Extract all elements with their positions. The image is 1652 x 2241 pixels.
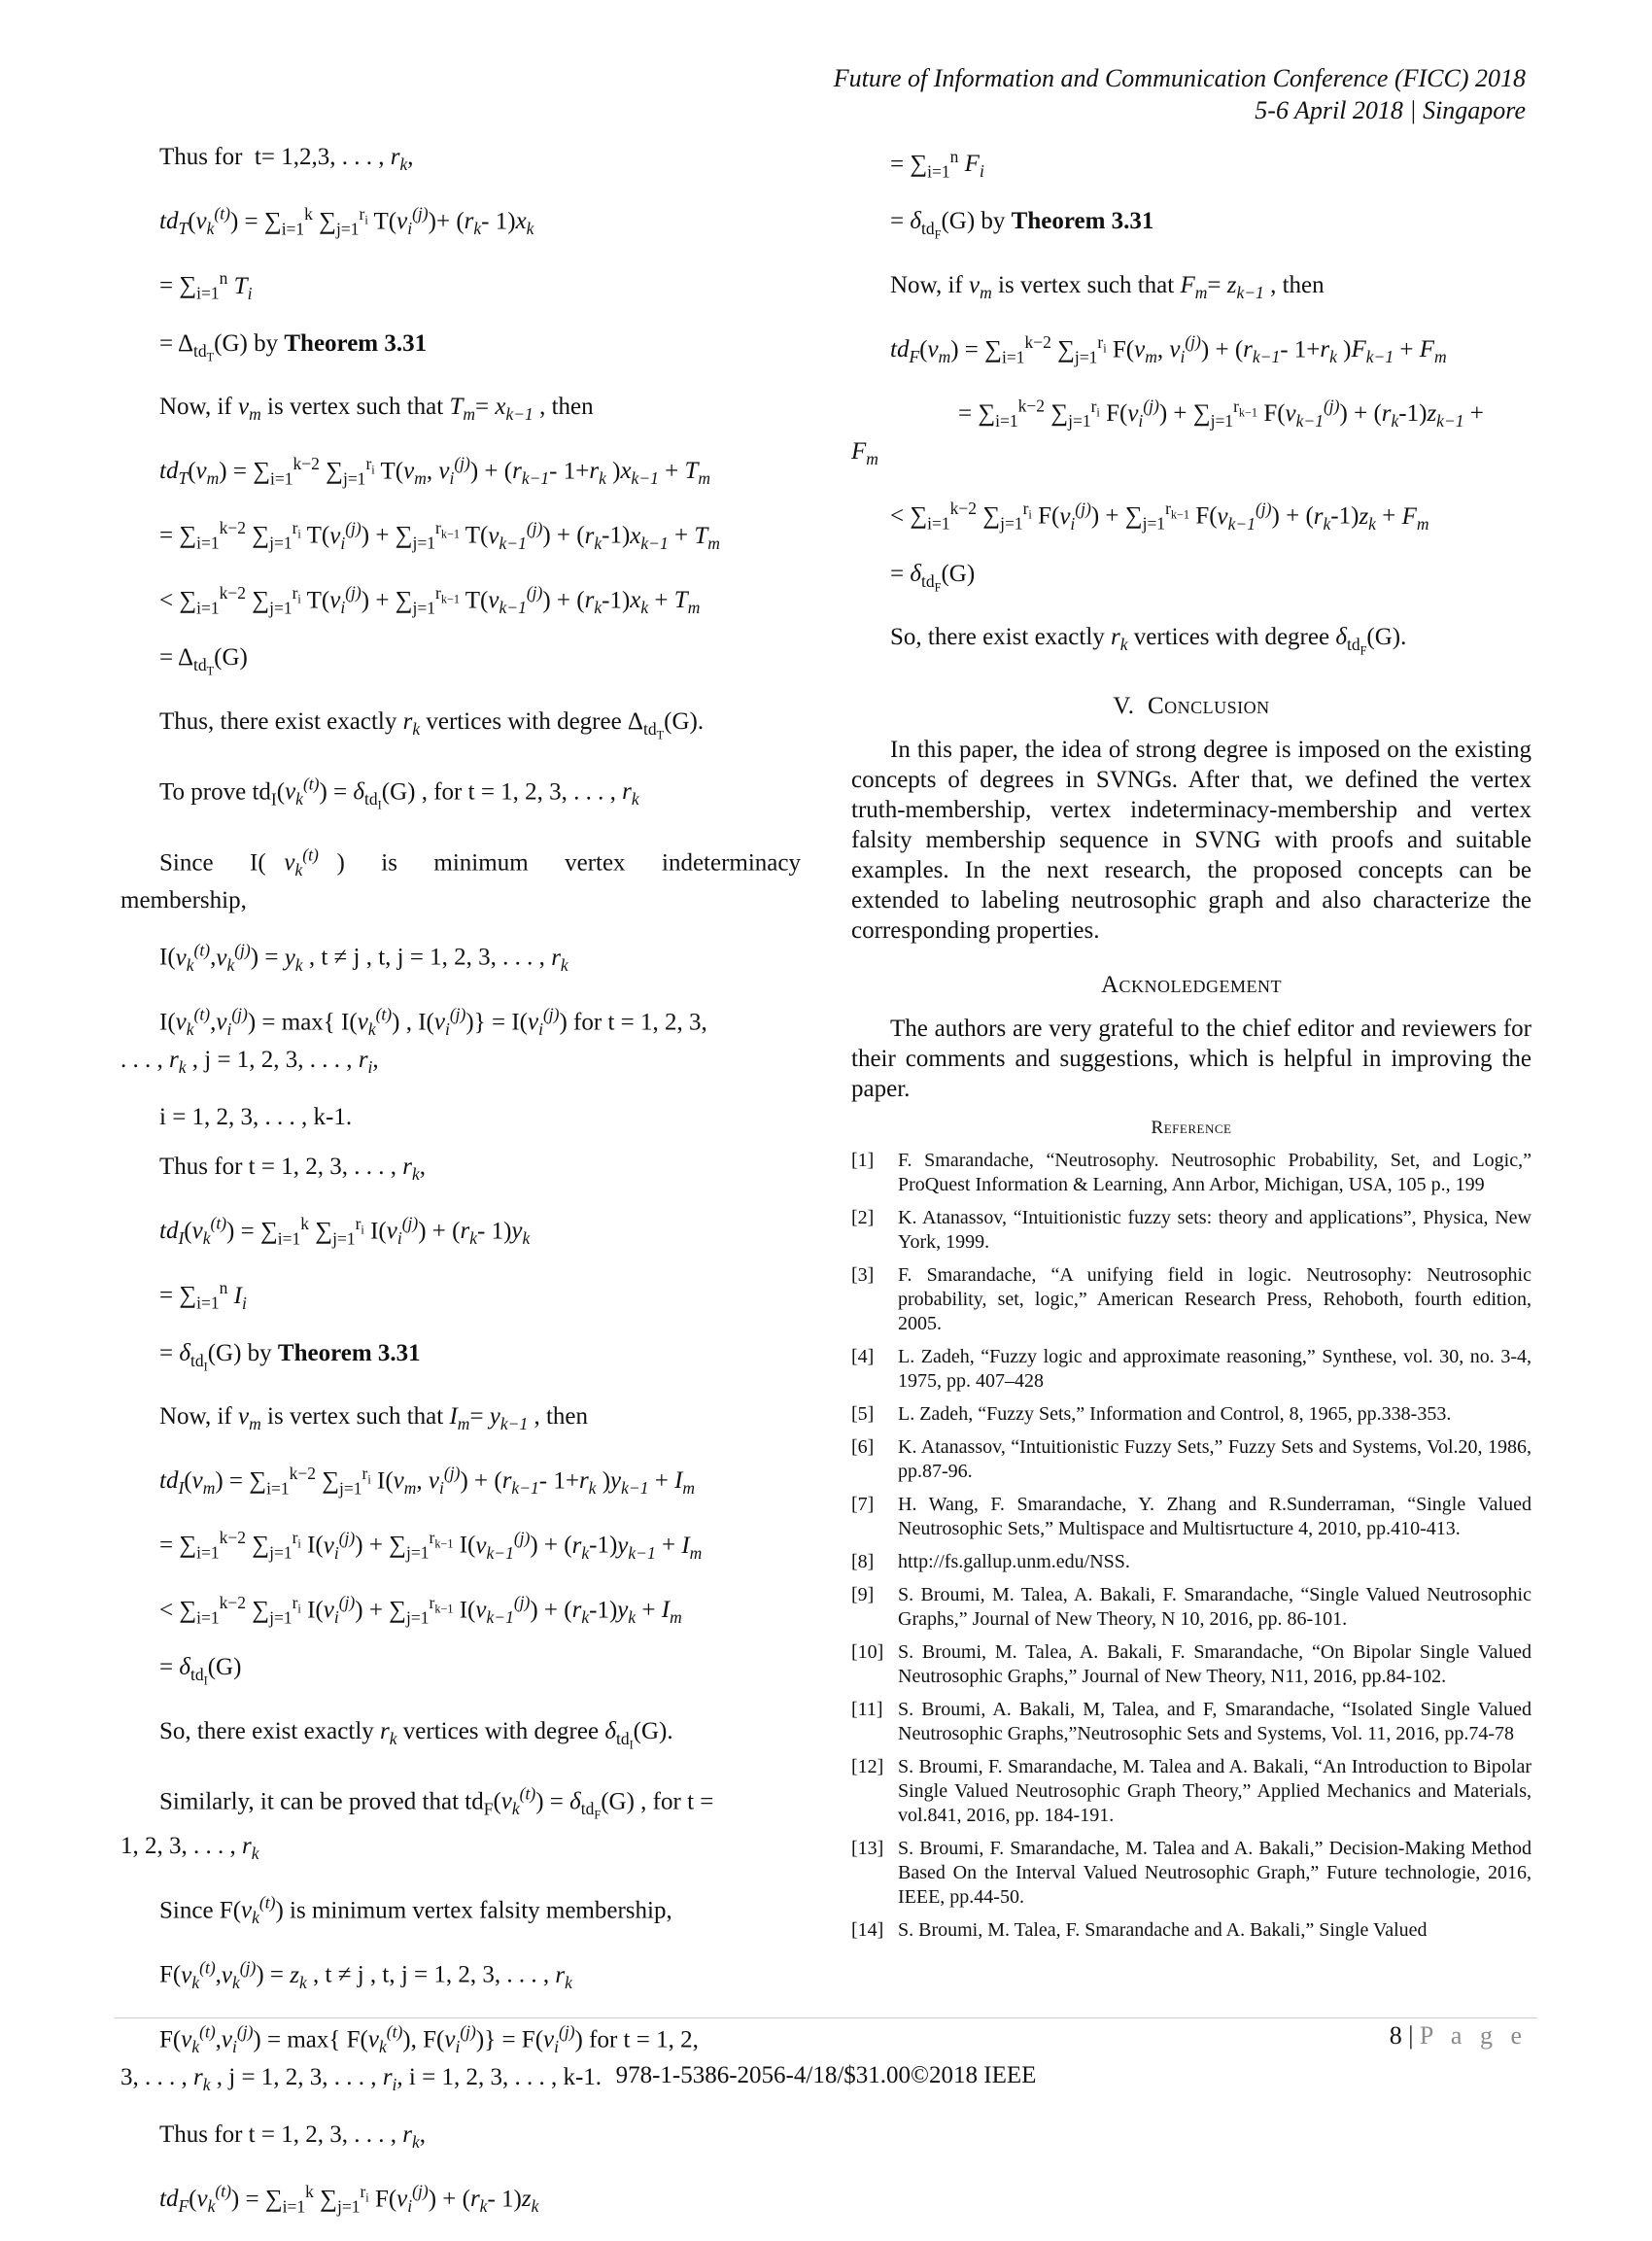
conference-name: Future of Information and Communication Conference (FICC) 2018 bbox=[833, 64, 1526, 92]
reference-number: [4] bbox=[851, 1345, 875, 1367]
section-title: Conclusion bbox=[1147, 692, 1270, 719]
proof-line: $I(v_k^{(t)},v_i^{(j)}) = \max${ $I(v_k^{(t)})$ , $I(v_i^{(j)})\} = I(v_i^{(j)})$ for t = 1, 2, 3, . . . , $r_k$ , j = 1, 2, 3, . . . , $r_i$, bbox=[120, 1004, 707, 1077]
conference-header bbox=[834, 62, 1526, 126]
proof-line: = $\sum_{i=1}^n$ $I_i$ bbox=[159, 1278, 247, 1313]
acknowledgement-text: The authors are very grateful to the chief editor and reviewers for their comments and suggestions, which is helpful in improving the paper. bbox=[851, 1015, 1532, 1102]
reference-item bbox=[851, 1698, 1532, 1746]
proof-line: = $\sum_{i=1}^{k-2}$ $\sum_{j=1}^{r_i}$ $I(v_i^{(j)}) + \sum_{j=1}^{r_{k-1}}$ $I(v_{k-1}^{(j)}) + (r_k-1)y_{k-1} + I_m$ bbox=[159, 1528, 703, 1563]
proof-line: i = 1, 2, 3, . . . , k-1. bbox=[159, 1103, 353, 1130]
reference-text: F. Smarandache, “A unifying field in logic. Neutrosophy: Neutrosophic probability, set, logic,” American Research Press, Rehoboth, fourth edition, 2005. bbox=[898, 1263, 1532, 1334]
conclusion-heading bbox=[851, 692, 1532, 721]
proof-line: $td_F(v_k^{(t)}) = \sum_{i=1}^k$ $\sum_{j=1}^{r_i}$ $F(v_i^{(j)}) + (r_k-$ $1)z_k$ bbox=[159, 2181, 539, 2217]
page-number: 8 | P a g e bbox=[1389, 2021, 1528, 2050]
footer-divider bbox=[115, 2017, 1537, 2018]
reference-text: S. Broumi, M. Talea, A. Bakali, F. Smarandache, “Single Valued Neutrosophic Graphs,” Journal of New Theory, N 10, 2016, pp. 86-101. bbox=[898, 1583, 1532, 1630]
reference-number: [7] bbox=[851, 1493, 875, 1515]
reference-text: http://fs.gallup.unm.edu/NSS. bbox=[898, 1550, 1130, 1572]
conclusion-text: In this paper, the idea of strong degree is imposed on the existing concepts of degrees in SVNGs. After that, we defined the vertex truth-membership, vertex indeterminacy-membership and vertex falsity membership sequence in SVNG with proofs and suitable examples. In the next research, the proposed concepts can be extended to labeling neutrosophic graph and also characterize the corresponding properties. bbox=[851, 736, 1532, 944]
proof-line: Since I( $v_k^{(t)}$ ) is minimum vertex indeterminacy membership, bbox=[120, 845, 801, 914]
reference-text: K. Atanassov, “Intuitionistic Fuzzy Sets,” Fuzzy Sets and Systems, Vol.20, 1986, pp.87-96. bbox=[898, 1435, 1532, 1482]
reference-text: S. Broumi, F. Smarandache, M. Talea and A. Bakali,” Decision-Making Method Based On the Interval Valued Neutrosophic Graph,” Future technologie, 2016, IEEE, pp.44-50. bbox=[898, 1837, 1532, 1908]
proof-line: = $\sum_{i=1}^n$ $F_i$ bbox=[890, 147, 984, 182]
proof-line: < $\sum_{i=1}^{k-2}$ $\sum_{j=1}^{r_i}$ $F(v_i^{(j)}) + \sum_{j=1}^{r_{k-1}}$ $F(v_{k-1}^{(j)}) + (r_k-1)z_k + F_m$ bbox=[890, 499, 1429, 534]
reference-number: [12] bbox=[851, 1755, 884, 1777]
reference-item bbox=[851, 1263, 1532, 1336]
proof-line: Now, if $v_m$ is vertex such that $F_m= z_{k-1}$ , then bbox=[890, 271, 1325, 302]
reference-text: S. Broumi, F. Smarandache, M. Talea and A. Bakali, “An Introduction to Bipolar Single Valued Neutrosophic Graph Theory,” Applied Mechanics and Materials, vol.841, 2016, pp. 184-191. bbox=[898, 1755, 1532, 1826]
proof-line: $td_I(v_k^{(t)}) = \sum_{i=1}^k$ $\sum_{j=1}^{r_i}$ $I(v_i^{(j)}) + (r_k-$ $1)y_k$ bbox=[159, 1213, 531, 1249]
proof-line: $F(v_k^{(t)},v_k^{(j)}) = z_k$ , t ≠ j , t, j = 1, 2, 3, . . . , $r_k$ bbox=[159, 1957, 572, 1992]
proof-line: Now, if $v_m$ is vertex such that $T_m= x_{k-1}$ , then bbox=[159, 394, 594, 425]
proof-line: = $\delta_{td_I}(G)$ bbox=[159, 1654, 242, 1688]
reference-item bbox=[851, 1583, 1532, 1632]
proof-line: = $\sum_{i=1}^{k-2}$ $\sum_{j=1}^{r_i}$ $F(v_i^{(j)}) + \sum_{j=1}^{r_{k-1}}$ $F(v_{k-1}^{(j)}) + (r_k-1)z_{k-1}$ + $F_m$ bbox=[851, 396, 1484, 469]
proof-line: So, there exist exactly $r_k$ vertices with degree $\delta_{td_I}(G)$. bbox=[159, 1717, 673, 1752]
reference-number: [10] bbox=[851, 1640, 884, 1663]
proof-line: = $\delta_{td_F}(G)$ by Theorem 3.31 bbox=[890, 208, 1154, 242]
proof-continuation bbox=[851, 142, 1532, 667]
page-number-value: 8 bbox=[1389, 2021, 1402, 2050]
reference-item bbox=[851, 1755, 1532, 1828]
proof-line: $td_T(v_m) = \sum_{i=1}^{k-2}$ $\sum_{j=1}^{r_i}$ $T(v_m$, $v_i^{(j)}) + (r_{k-1}-$ $1+r_k$ )$x_{k-1} + T_m$ bbox=[159, 454, 711, 489]
reference-number: [1] bbox=[851, 1149, 875, 1171]
copyright-line: 978-1-5386-2056-4/18/$31.00©2018 IEEE bbox=[615, 2062, 1037, 2088]
reference-item bbox=[851, 1402, 1532, 1427]
reference-item bbox=[851, 1345, 1532, 1394]
reference-text: F. Smarandache, “Neutrosophy. Neutrosophic Probability, Set, and Logic,” ProQuest Information & Learning, Ann Arbor, Michigan, USA, 105 p., 199 bbox=[898, 1149, 1532, 1195]
section-number: V. bbox=[1113, 692, 1135, 719]
reference-number: [8] bbox=[851, 1550, 875, 1572]
proof-line: Thus for t = 1, 2, 3, . . . , $r_k$, bbox=[159, 1153, 426, 1184]
reference-text: H. Wang, F. Smarandache, Y. Zhang and R.Sunderraman, “Single Valued Neutrosophic Sets,” Multispace and Multisrtucture 4, 2010, pp.410-413. bbox=[898, 1493, 1532, 1539]
reference-number: [11] bbox=[851, 1698, 883, 1720]
proof-line: $F(v_k^{(t)},v_i^{(j)}) = \max${ $F(v_k^{(t)})$, $F(v_i^{(j)})\} = F(v_i^{(j)})$ for t = 1, 2, 3, . . . , $r_k$ , j = 1, 2, 3, . . . , $r_i$, i = 1, 2, 3, . . . , k-1. bbox=[120, 2021, 699, 2094]
reference-list bbox=[851, 1149, 1532, 1943]
references-heading: Reference bbox=[1151, 1117, 1232, 1138]
proof-line: $I(v_k^{(t)},v_k^{(j)}) = y_k$ , t ≠ j , t, j = 1, 2, 3, . . . , $r_k$ bbox=[159, 940, 568, 975]
reference-number: [14] bbox=[851, 1918, 884, 1941]
proof-line: = $\delta_{td_F}(G)$ bbox=[890, 560, 976, 595]
proof-line: = $\sum_{i=1}^n$ $T_i$ bbox=[159, 268, 253, 303]
reference-text: S. Broumi, M. Talea, F. Smarandache and A. Bakali,” Single Valued bbox=[898, 1918, 1428, 1941]
proof-line: = $\Delta_{td_T}(G)$ bbox=[159, 644, 248, 678]
reference-number: [5] bbox=[851, 1402, 875, 1425]
page-label: P a g e bbox=[1419, 2021, 1528, 2050]
reference-item bbox=[851, 1550, 1532, 1574]
reference-text: L. Zadeh, “Fuzzy logic and approximate reasoning,” Synthese, vol. 30, no. 3-4, 1975, pp. 407–428 bbox=[898, 1345, 1532, 1392]
reference-text: S. Broumi, M. Talea, A. Bakali, F. Smarandache, “On Bipolar Single Valued Neutrosophic Graphs,” Journal of New Theory, N11, 2016, pp.84-102. bbox=[898, 1640, 1532, 1687]
reference-text: K. Atanassov, “Intuitionistic fuzzy sets: theory and applications”, Physica, New York, 1999. bbox=[898, 1206, 1532, 1253]
reference-text: L. Zadeh, “Fuzzy Sets,” Information and Control, 8, 1965, pp.338-353. bbox=[898, 1402, 1452, 1425]
proof-line: = $\Delta_{td_T}(G)$ by Theorem 3.31 bbox=[159, 329, 428, 364]
proof-line: Thus for t = 1, 2, 3, . . . , $r_k$, bbox=[159, 2120, 426, 2152]
left-column bbox=[120, 142, 801, 2241]
proof-line: $td_F(v_m) = \sum_{i=1}^{k-2}$ $\sum_{j=1}^{r_i}$ $F(v_m$, $v_i^{(j)}) + (r_{k-1}-$ $1+r_k$ )$F_{k-1} + F_m$ bbox=[890, 331, 1447, 367]
proof-line: Thus for t= 1,2,3, . . . , $r_k$, bbox=[159, 144, 414, 174]
reference-item bbox=[851, 1493, 1532, 1541]
proof-line: Thus, there exist exactly $r_k$ vertices with degree $\Delta_{td_T}(G)$. bbox=[159, 707, 705, 742]
proof-line: $td_I(v_m) = \sum_{i=1}^{k-2}$ $\sum_{j=1}^{r_i}$ $I(v_m$, $v_i^{(j)}) + (r_{k-1}-$ $1+r_k$ )$y_{k-1} + I_m$ bbox=[159, 1464, 696, 1499]
reference-item bbox=[851, 1435, 1532, 1484]
proof-line: So, there exist exactly $r_k$ vertices with degree $\delta_{td_F}(G)$. bbox=[890, 624, 1407, 658]
proof-line: Since $F(v_k^{(t)})$ is minimum vertex falsity membership, bbox=[159, 1892, 672, 1928]
proof-line: Now, if $v_m$ is vertex such that $I_m= y_{k-1}$ , then bbox=[159, 1403, 589, 1434]
proof-line: < $\sum_{i=1}^{k-2}$ $\sum_{j=1}^{r_i}$ $I(v_i^{(j)}) + \sum_{j=1}^{r_{k-1}}$ $I(v_{k-1}^{(j)}) + (r_k-1)y_k + I_m$ bbox=[159, 1592, 682, 1628]
reference-number: [3] bbox=[851, 1263, 875, 1286]
proof-line: < $\sum_{i=1}^{k-2}$ $\sum_{j=1}^{r_i}$ $T(v_i^{(j)}) + \sum_{j=1}^{r_{k-1}}$ $T(v_{k-1}^{(j)}) + (r_k-1)x_k + T_m$ bbox=[159, 582, 701, 618]
reference-item bbox=[851, 1918, 1532, 1943]
acknowledgement-heading: Acknoledgement bbox=[1100, 971, 1283, 998]
proof-line: $td_T(v_k^{(t)}) = \sum_{i=1}^k$ $\sum_{j=1}^{r_i}$ $T(v_i^{(j)})+ (r_k-$ $1)x_k$ bbox=[159, 204, 534, 239]
reference-item bbox=[851, 1206, 1532, 1255]
proof-line: = $\sum_{i=1}^{k-2}$ $\sum_{j=1}^{r_i}$ $T(v_i^{(j)}) + \sum_{j=1}^{r_{k-1}}$ $T(v_{k-1}^{(j)}) + (r_k-1)x_{k-1} + T_m$ bbox=[159, 518, 720, 553]
reference-item bbox=[851, 1640, 1532, 1689]
reference-item bbox=[851, 1149, 1532, 1197]
conference-date: 5-6 April 2018 | Singapore bbox=[1255, 96, 1526, 124]
reference-number: [2] bbox=[851, 1206, 875, 1228]
proof-line: = $\delta_{td_I}(G)$ by Theorem 3.31 bbox=[159, 1339, 421, 1374]
reference-number: [13] bbox=[851, 1837, 884, 1859]
right-column bbox=[851, 142, 1532, 1951]
reference-number: [9] bbox=[851, 1583, 875, 1605]
reference-number: [6] bbox=[851, 1435, 875, 1458]
reference-text: S. Broumi, A. Bakali, M, Talea, and F, Smarandache, “Isolated Single Valued Neutrosophic Graphs,”Neutrosophic Sets and Systems, Vol. 11, 2016, pp.74-78 bbox=[898, 1698, 1532, 1744]
proof-line: To prove $td_I(v_k^{(t)}) = \delta_{td_I}(G)$ , for t = 1, 2, 3, . . . , $r_k$ bbox=[159, 775, 639, 812]
proof-line: Similarly, it can be proved that $td_F(v_k^{(t)}) = \delta_{td_F}(G)$ , for t = 1, 2, 3, . . . , $r_k$ bbox=[120, 1784, 714, 1863]
reference-item bbox=[851, 1837, 1532, 1910]
